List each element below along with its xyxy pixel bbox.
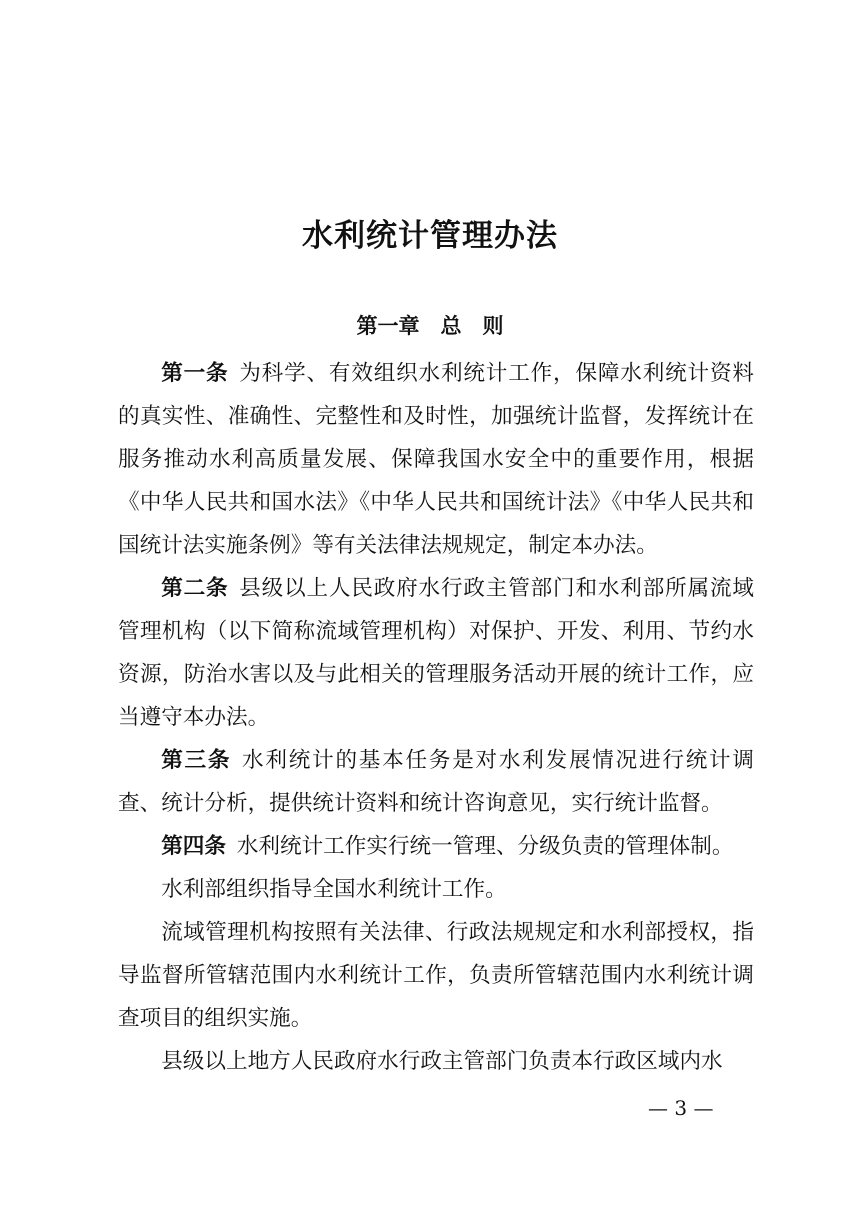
article-paragraph <box>118 352 754 567</box>
article-label: 第四条 <box>161 834 226 859</box>
article-label: 第一条 <box>161 361 229 386</box>
article-paragraph <box>118 567 754 739</box>
document-title: 水利统计管理办法 <box>302 218 558 254</box>
page-number: — 3 — <box>648 1096 714 1120</box>
article-text: 水利统计工作实行统一管理、分级负责的管理体制。 <box>236 834 734 859</box>
article-label: 第二条 <box>161 576 229 601</box>
chapter-heading: 第一章 总 则 <box>356 314 504 338</box>
article-text: 县级以上人民政府水行政主管部门和水利部所属流域管理机构（以下简称流域管理机构）对保护、开发、利用、节约水资源，防治水害以及与此相关的管理服务活动开展的统计工作，应当遵守本办法。 <box>118 576 754 730</box>
body-paragraph: 县级以上地方人民政府水行政主管部门负责本行政区域内水 <box>161 1049 723 1074</box>
article-text: 为科学、有效组织水利统计工作，保障水利统计资料的真实性、准确性、完整性和及时性，加强统计监督，发挥统计在服务推动水利高质量发展、保障我国水安全中的重要作用，根据《中华人民共和国水法》《中华人民共和国统计法》《中华人民共和国统计法实施条例》等有关法律法规规定，制定本办法。 <box>118 361 754 558</box>
document-body <box>118 352 754 1083</box>
body-paragraph: 流域管理机构按照有关法律、行政法规规定和水利部授权，指导监督所管辖范围内水利统计工作，负责所管辖范围内水利统计调查项目的组织实施。 <box>118 920 754 1031</box>
article-paragraph <box>118 825 754 868</box>
article-paragraph <box>118 739 754 825</box>
body-paragraph: 水利部组织指导全国水利统计工作。 <box>161 877 507 902</box>
article-text: 水利统计的基本任务是对水利发展情况进行统计调查、统计分析，提供统计资料和统计咨询意见，实行统计监督。 <box>118 748 754 816</box>
article-label: 第三条 <box>161 748 232 773</box>
